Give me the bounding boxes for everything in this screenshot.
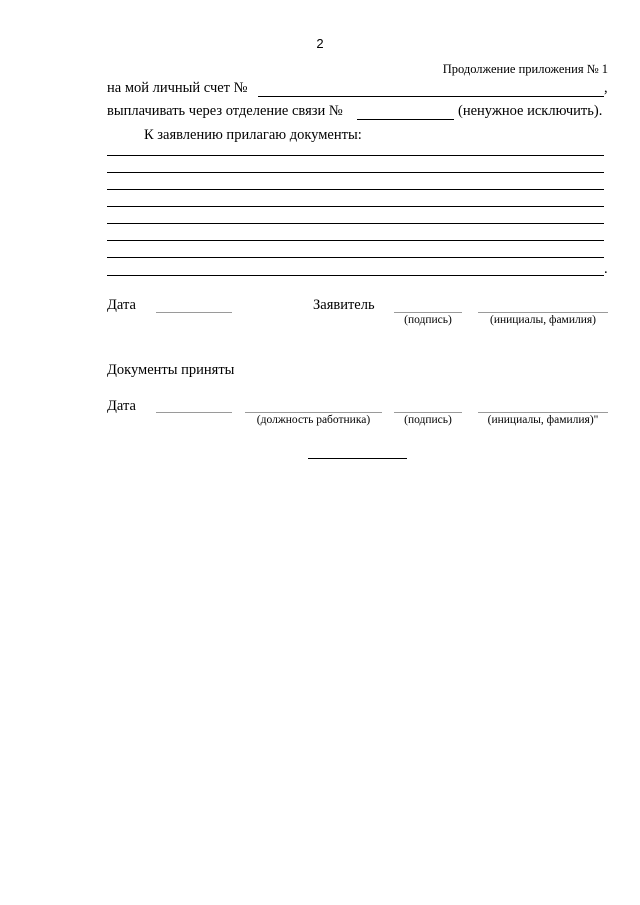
date-field: [156, 312, 232, 313]
accepted-date-field: [156, 412, 232, 413]
applicant-name-caption: (инициалы, фамилия): [489, 314, 597, 326]
postal-office-field: [357, 119, 454, 120]
document-line: [107, 155, 604, 156]
continuation-note: Продолжение приложения № 1: [442, 62, 608, 76]
employee-position-field: [245, 412, 382, 413]
document-line: [107, 240, 604, 241]
account-number-field: [258, 96, 604, 97]
postal-label: выплачивать через отделение связи №: [107, 103, 343, 119]
account-comma: ,: [604, 80, 608, 96]
closing-separator: [308, 458, 407, 459]
employee-signature-caption: (подпись): [404, 414, 452, 426]
document-line: [107, 223, 604, 224]
date-label: Дата: [107, 297, 136, 313]
applicant-signature-caption: (подпись): [404, 314, 452, 326]
document-line: [107, 189, 604, 190]
accepted-date-label: Дата: [107, 398, 136, 414]
document-line: [107, 206, 604, 207]
document-line: [107, 172, 604, 173]
employee-name-caption: (инициалы, фамилия)": [487, 414, 599, 426]
employee-position-caption: (должность работника): [256, 414, 371, 426]
applicant-name-field: [478, 312, 608, 313]
account-label: на мой личный счет №: [107, 80, 248, 96]
employee-name-field: [478, 412, 608, 413]
page-number: 2: [316, 36, 324, 51]
postal-note: (ненужное исключить).: [458, 103, 603, 119]
document-line: [107, 257, 604, 258]
document-line: [107, 275, 604, 276]
employee-signature-field: [394, 412, 462, 413]
document-lines-period: .: [604, 261, 608, 277]
accepted-heading: Документы приняты: [107, 362, 235, 378]
applicant-label: Заявитель: [313, 297, 375, 313]
attachments-heading: К заявлению прилагаю документы:: [144, 127, 362, 143]
applicant-signature-field: [394, 312, 462, 313]
